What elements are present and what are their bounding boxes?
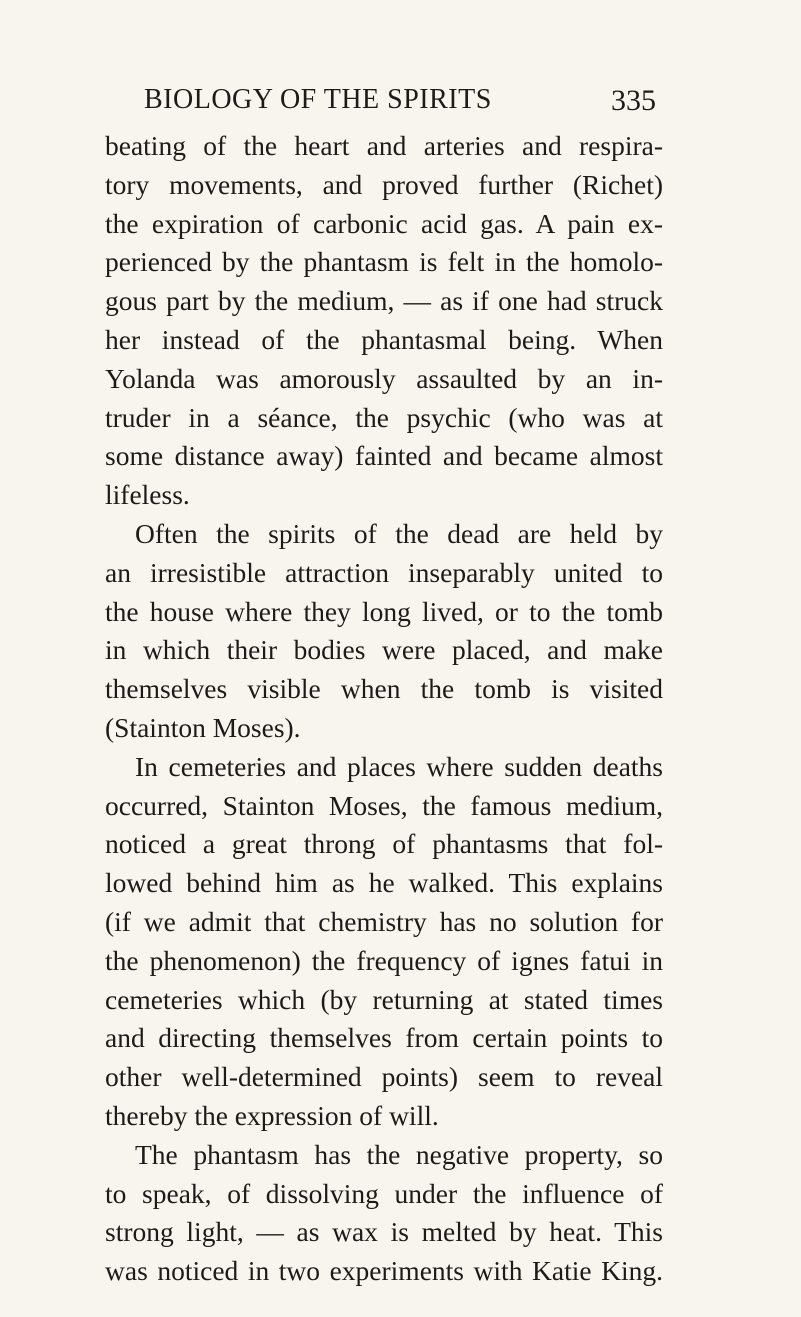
text-line: truder in a séance, the psychic (who was at xyxy=(105,401,663,433)
running-header xyxy=(144,84,656,124)
text-line: other well-determined points) seem to reveal xyxy=(105,1061,663,1093)
text-line: the phenomenon) the frequency of ignes fatui in xyxy=(105,944,663,976)
text-line: cemeteries which (by returning at stated times xyxy=(105,983,663,1015)
text-line: In cemeteries and places where sudden deaths xyxy=(135,750,663,782)
text-line: (Stainton Moses). xyxy=(105,711,301,743)
text-line: was noticed in two experiments with Katie King. xyxy=(105,1255,663,1287)
text-line: thereby the expression of will. xyxy=(105,1099,439,1131)
text-line: the expiration of carbonic acid gas. A pain ex- xyxy=(105,207,663,239)
text-line: strong light, — as wax is melted by heat. This xyxy=(105,1216,663,1248)
text-line: themselves visible when the tomb is visited xyxy=(105,673,663,705)
body-text xyxy=(105,127,663,1291)
text-line: in which their bodies were placed, and make xyxy=(105,634,663,666)
text-line: (if we admit that chemistry has no solution for xyxy=(105,905,663,937)
text-line: gous part by the medium, — as if one had struck xyxy=(105,285,663,317)
text-line: perienced by the phantasm is felt in the homolo- xyxy=(105,246,663,278)
text-line: noticed a great throng of phantasms that fol- xyxy=(105,828,663,860)
text-line: some distance away) fainted and became almost xyxy=(105,440,663,472)
text-line: Often the spirits of the dead are held by xyxy=(135,517,663,549)
text-line: her instead of the phantasmal being. When xyxy=(105,323,663,355)
text-line: the house where they long lived, or to the tomb xyxy=(105,595,663,627)
text-line: tory movements, and proved further (Richet) xyxy=(105,168,663,200)
text-line: lowed behind him as he walked. This explains xyxy=(105,867,663,899)
text-line: beating of the heart and arteries and respira- xyxy=(105,130,663,161)
text-line: The phantasm has the negative property, so xyxy=(135,1138,663,1170)
text-line: occurred, Stainton Moses, the famous medium, xyxy=(105,789,663,821)
text-line: Yolanda was amorously assaulted by an in- xyxy=(105,362,663,394)
text-line: and directing themselves from certain points to xyxy=(105,1022,663,1054)
page-number: 335 xyxy=(611,84,656,117)
text-line: to speak, of dissolving under the influence of xyxy=(105,1177,663,1209)
text-line: an irresistible attraction inseparably united to xyxy=(105,556,663,588)
running-title: BIOLOGY OF THE SPIRITS xyxy=(144,84,492,115)
text-line: lifeless. xyxy=(105,479,190,511)
